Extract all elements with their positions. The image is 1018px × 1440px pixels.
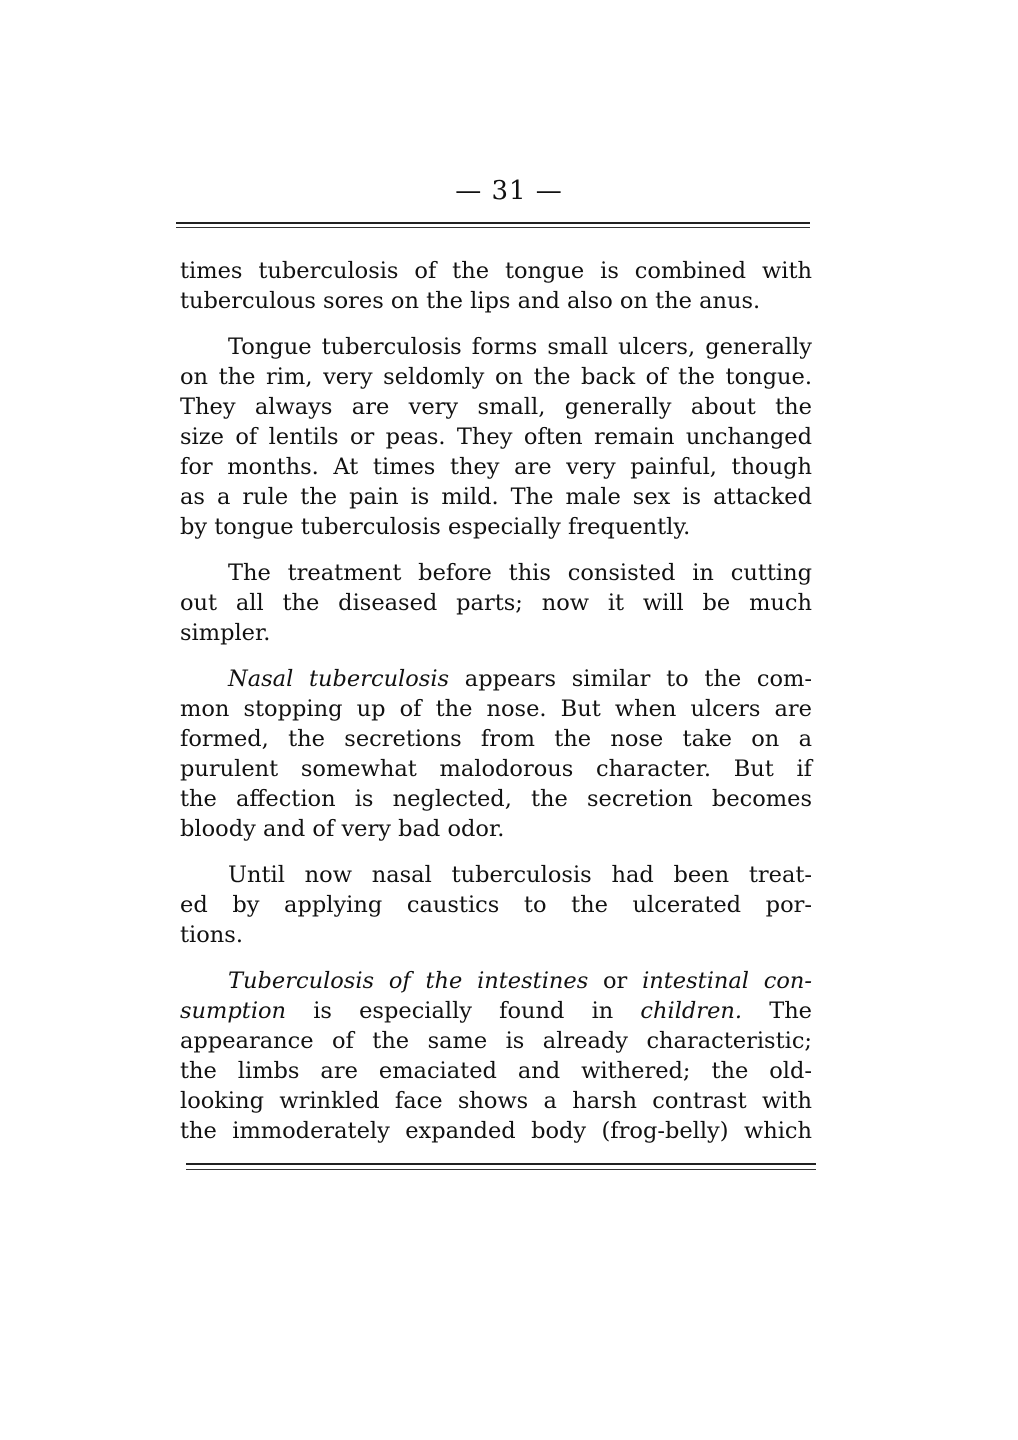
text-line (180, 996, 812, 1026)
text-line: bloody and of very bad odor. (180, 816, 505, 842)
paragraph-3 (180, 558, 812, 648)
footer-rule-secondary (186, 1169, 816, 1170)
page-number: — 31 — (455, 176, 563, 206)
body-text (180, 256, 812, 1146)
text-line: as a rule the pain is mild. The male sex is attacked (180, 484, 812, 510)
header-rule-secondary (176, 227, 810, 228)
text-line: tuberculous sores on the lips and also on the anus. (180, 288, 761, 314)
text-line: times tuberculosis of the tongue is combined with (180, 258, 812, 284)
text-fragment: The (769, 998, 813, 1024)
text-line: appearance of the same is already characteristic; (180, 1028, 812, 1054)
text-line: out all the diseased parts; now it will be much (180, 590, 812, 616)
text-line: by tongue tuberculosis especially frequently. (180, 514, 691, 540)
italic-term: children. (640, 998, 743, 1024)
text-line: They always are very small, generally about the (180, 394, 812, 420)
text-line: The treatment before this consisted in cutting (228, 560, 812, 586)
text-line: size of lentils or peas. They often remain unchanged (180, 424, 812, 450)
text-line (180, 664, 812, 694)
text-line (180, 966, 812, 996)
text-line: tions. (180, 922, 243, 948)
paragraph-6 (180, 966, 812, 1146)
text-line: purulent somewhat malodorous character. But if (180, 756, 812, 782)
text-line: looking wrinkled face shows a harsh contrast with (180, 1088, 812, 1114)
paragraph-2 (180, 332, 812, 542)
text-line: formed, the secretions from the nose take on a (180, 726, 812, 752)
text-line: the immoderately expanded body (frog-belly) which (180, 1118, 812, 1144)
text-fragment: or (603, 968, 628, 994)
paragraph-1 (180, 256, 812, 316)
text-line: for months. At times they are very painful, though (180, 454, 812, 480)
header-rule (176, 222, 810, 224)
italic-term: Nasal tuberculosis (228, 666, 450, 692)
text-line: Until now nasal tuberculosis had been treat- (228, 862, 812, 888)
italic-term: Tuberculosis of the intestines (228, 968, 589, 994)
text-fragment: is especially found in (313, 998, 614, 1024)
text-fragment: appears similar to the com- (464, 666, 812, 692)
text-line: the limbs are emaciated and withered; the old- (180, 1058, 812, 1084)
footer-rule (186, 1163, 816, 1165)
text-line: mon stopping up of the nose. But when ulcers are (180, 696, 812, 722)
text-line: on the rim, very seldomly on the back of the tongue. (180, 364, 812, 390)
text-line: Tongue tuberculosis forms small ulcers, generally (228, 334, 812, 360)
text-line: simpler. (180, 620, 271, 646)
paragraph-4 (180, 664, 812, 844)
text-line: the affection is neglected, the secretion becomes (180, 786, 812, 812)
paragraph-5 (180, 860, 812, 950)
text-line: ed by applying caustics to the ulcerated por- (180, 892, 812, 918)
italic-term: sumption (180, 998, 287, 1024)
italic-term: intestinal con- (642, 968, 812, 994)
